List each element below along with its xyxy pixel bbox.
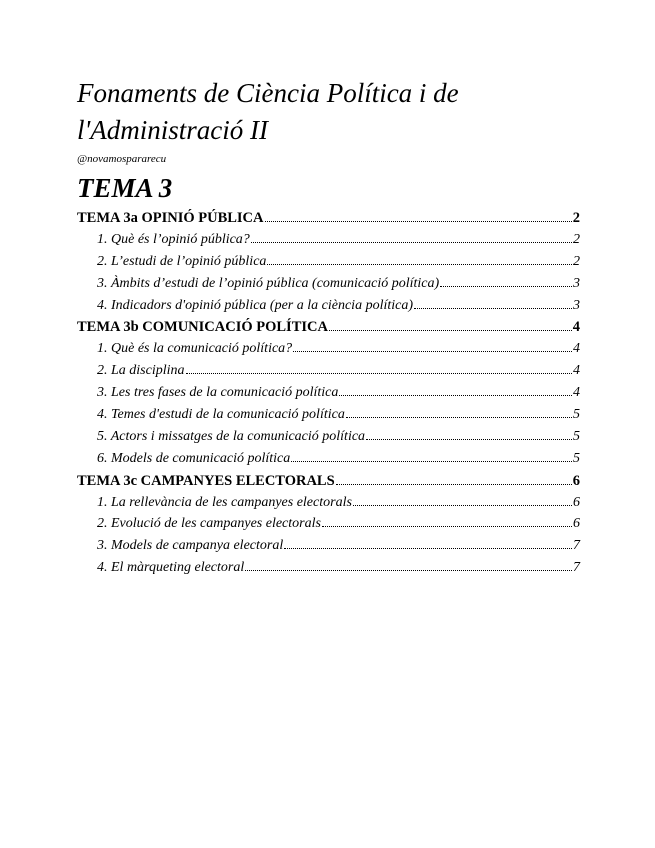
toc-item[interactable] — [77, 516, 580, 538]
toc-label: 3. Models de campanya electoral — [97, 538, 284, 554]
toc-page: 4 — [573, 385, 580, 401]
toc-leader — [284, 547, 572, 549]
author-handle: @novamospararecu — [77, 153, 167, 165]
toc-leader — [440, 285, 572, 287]
toc-label: TEMA 3c CAMPANYES ELECTORALS — [77, 472, 335, 489]
toc-heading-3c[interactable] — [77, 473, 580, 495]
toc-item[interactable] — [77, 538, 580, 560]
toc-heading-3a[interactable] — [77, 210, 580, 232]
toc-label: TEMA 3b COMUNICACIÓ POLÍTICA — [77, 319, 328, 336]
toc-leader — [251, 241, 572, 243]
toc-label: 4. Indicadors d'opinió pública (per a la ciència política) — [97, 297, 413, 313]
toc-page: 6 — [573, 494, 580, 510]
toc-page: 5 — [573, 428, 580, 444]
document-title: Fonaments de Ciència Política i de l'Administració II — [77, 78, 459, 145]
toc-item[interactable] — [77, 560, 580, 582]
toc-page: 7 — [573, 560, 580, 576]
section-heading: TEMA 3 — [77, 173, 173, 203]
toc-page: 2 — [573, 253, 580, 269]
toc-item[interactable] — [77, 451, 580, 473]
toc-label: 1. La rellevància de les campanyes electorals — [97, 494, 352, 510]
toc-leader — [366, 438, 572, 440]
toc-item[interactable] — [77, 276, 580, 298]
toc-label: 2. La disciplina — [97, 363, 185, 379]
toc-item[interactable] — [77, 363, 580, 385]
toc-label: 1. Què és l’opinió pública? — [97, 231, 250, 247]
toc-page: 7 — [573, 538, 580, 554]
toc-item[interactable] — [77, 495, 580, 517]
toc-leader — [265, 220, 572, 222]
toc-label: 5. Actors i missatges de la comunicació política — [97, 428, 366, 444]
toc-page: 4 — [572, 319, 580, 336]
toc-item[interactable] — [77, 385, 580, 407]
toc-label: 6. Models de comunicació política — [97, 450, 291, 466]
toc-leader — [353, 504, 572, 506]
toc-leader — [186, 372, 572, 374]
toc-page: 6 — [573, 516, 580, 532]
toc-page: 2 — [572, 210, 580, 226]
toc-label: 3. Àmbits d’estudi de l’opinió pública (comunicació política) — [97, 275, 440, 291]
toc-leader — [245, 569, 572, 571]
toc-page: 3 — [573, 275, 580, 291]
toc-item[interactable] — [77, 298, 580, 320]
toc-label: TEMA 3a OPINIÓ PÚBLICA — [77, 210, 264, 226]
toc-leader — [291, 460, 572, 462]
toc-page: 5 — [573, 450, 580, 466]
toc-label: 4. Temes d'estudi de la comunicació política — [97, 407, 345, 423]
toc-label: 2. L’estudi de l’opinió pública — [97, 253, 267, 269]
toc-leader — [346, 416, 572, 418]
toc-page: 2 — [573, 231, 580, 247]
toc-leader — [414, 307, 572, 309]
toc-label: 2. Evolució de les campanyes electorals — [97, 516, 321, 532]
table-of-contents — [77, 210, 580, 582]
toc-item[interactable] — [77, 429, 580, 451]
toc-label: 1. Què és la comunicació política? — [97, 341, 293, 357]
toc-page: 5 — [573, 407, 580, 423]
toc-label: 3. Les tres fases de la comunicació política — [97, 385, 339, 401]
toc-leader — [336, 483, 572, 485]
toc-page: 3 — [573, 297, 580, 313]
toc-leader — [322, 525, 572, 527]
toc-leader — [329, 329, 572, 331]
toc-leader — [339, 394, 572, 396]
toc-page: 4 — [573, 341, 580, 357]
toc-leader — [267, 263, 572, 265]
toc-page: 6 — [572, 472, 580, 489]
toc-leader — [293, 350, 572, 352]
toc-item[interactable] — [77, 407, 580, 429]
toc-page: 4 — [573, 363, 580, 379]
toc-item[interactable] — [77, 232, 580, 254]
toc-item[interactable] — [77, 254, 580, 276]
toc-label: 4. El màrqueting electoral — [97, 560, 245, 576]
toc-heading-3b[interactable] — [77, 319, 580, 341]
toc-item[interactable] — [77, 341, 580, 363]
